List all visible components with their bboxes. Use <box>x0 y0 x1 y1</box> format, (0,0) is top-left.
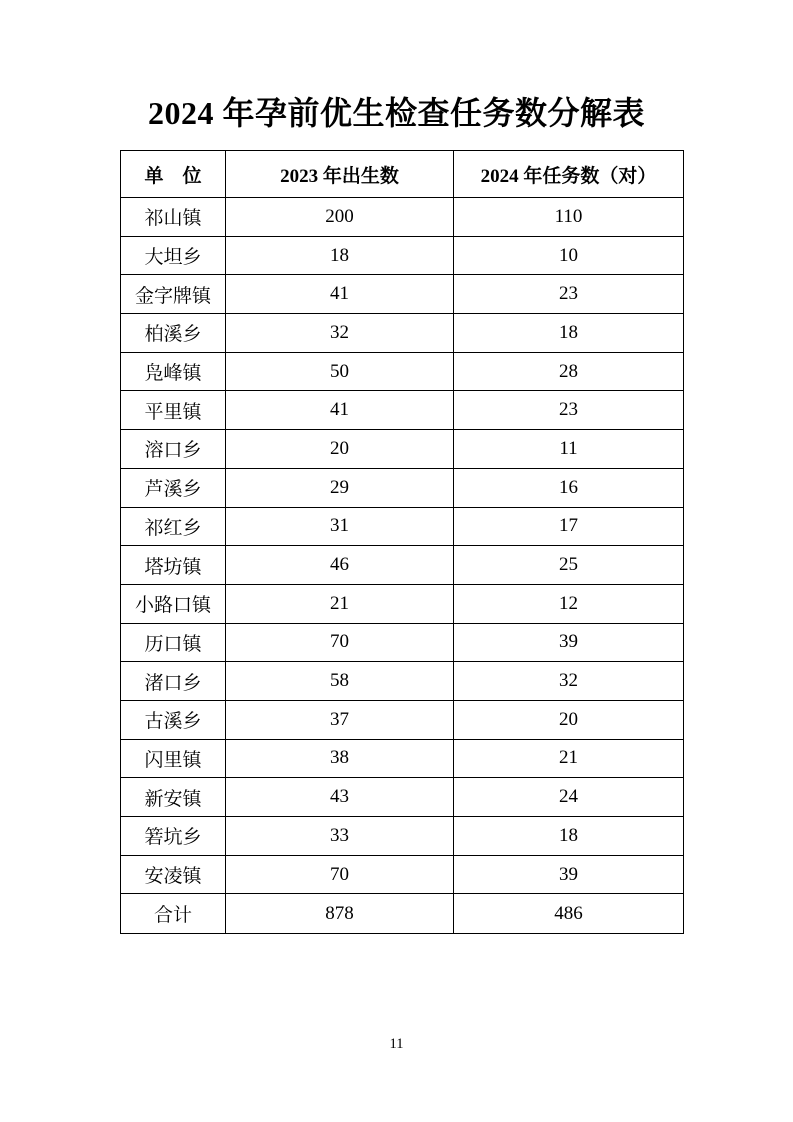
header-tasks-2024: 2024 年任务数（对） <box>454 151 684 198</box>
unit-cell: 古溪乡 <box>121 700 226 739</box>
births-cell: 38 <box>226 739 454 778</box>
births-cell: 41 <box>226 275 454 314</box>
unit-cell: 闪里镇 <box>121 739 226 778</box>
births-cell: 37 <box>226 700 454 739</box>
table-row <box>121 817 684 856</box>
tasks-cell: 10 <box>454 236 684 275</box>
tasks-cell: 110 <box>454 198 684 237</box>
tasks-cell: 18 <box>454 817 684 856</box>
births-cell: 21 <box>226 584 454 623</box>
unit-cell: 凫峰镇 <box>121 352 226 391</box>
tasks-cell: 16 <box>454 468 684 507</box>
unit-cell: 芦溪乡 <box>121 468 226 507</box>
table-header-row <box>121 151 684 198</box>
unit-cell: 历口镇 <box>121 623 226 662</box>
table-row <box>121 894 684 934</box>
unit-cell: 箬坑乡 <box>121 817 226 856</box>
births-cell: 43 <box>226 778 454 817</box>
unit-cell: 渚口乡 <box>121 662 226 701</box>
unit-cell: 塔坊镇 <box>121 546 226 585</box>
tasks-cell: 25 <box>454 546 684 585</box>
table-row <box>121 236 684 275</box>
tasks-cell: 32 <box>454 662 684 701</box>
unit-cell: 平里镇 <box>121 391 226 430</box>
births-cell: 58 <box>226 662 454 701</box>
table-row <box>121 700 684 739</box>
table-row <box>121 391 684 430</box>
page-number: 11 <box>389 1036 404 1052</box>
tasks-cell: 12 <box>454 584 684 623</box>
births-cell: 70 <box>226 623 454 662</box>
header-unit: 单 位 <box>121 151 226 198</box>
header-births-2023: 2023 年出生数 <box>226 151 454 198</box>
births-cell: 33 <box>226 817 454 856</box>
table-row <box>121 468 684 507</box>
births-cell: 20 <box>226 430 454 469</box>
births-cell: 200 <box>226 198 454 237</box>
births-cell: 41 <box>226 391 454 430</box>
table-row <box>121 662 684 701</box>
tasks-cell: 39 <box>454 623 684 662</box>
table-body <box>121 198 684 934</box>
tasks-cell: 18 <box>454 314 684 353</box>
unit-cell: 新安镇 <box>121 778 226 817</box>
births-cell: 32 <box>226 314 454 353</box>
births-cell: 46 <box>226 546 454 585</box>
unit-cell: 溶口乡 <box>121 430 226 469</box>
births-cell: 878 <box>226 894 454 934</box>
table-row <box>121 275 684 314</box>
tasks-cell: 39 <box>454 855 684 894</box>
table-row <box>121 198 684 237</box>
births-cell: 29 <box>226 468 454 507</box>
births-cell: 70 <box>226 855 454 894</box>
births-cell: 18 <box>226 236 454 275</box>
table-row <box>121 739 684 778</box>
tasks-cell: 28 <box>454 352 684 391</box>
unit-cell: 祁山镇 <box>121 198 226 237</box>
births-cell: 31 <box>226 507 454 546</box>
unit-cell: 大坦乡 <box>121 236 226 275</box>
tasks-cell: 20 <box>454 700 684 739</box>
table-row <box>121 546 684 585</box>
task-table <box>120 150 684 934</box>
table-row <box>121 778 684 817</box>
unit-cell: 小路口镇 <box>121 584 226 623</box>
tasks-cell: 23 <box>454 391 684 430</box>
tasks-cell: 23 <box>454 275 684 314</box>
table-row <box>121 314 684 353</box>
table-row <box>121 430 684 469</box>
tasks-cell: 11 <box>454 430 684 469</box>
tasks-cell: 24 <box>454 778 684 817</box>
unit-cell: 祁红乡 <box>121 507 226 546</box>
table-row <box>121 352 684 391</box>
table-row <box>121 507 684 546</box>
table-row <box>121 584 684 623</box>
table-row <box>121 855 684 894</box>
table-row <box>121 623 684 662</box>
tasks-cell: 21 <box>454 739 684 778</box>
unit-cell: 柏溪乡 <box>121 314 226 353</box>
tasks-cell: 17 <box>454 507 684 546</box>
unit-cell: 安凌镇 <box>121 855 226 894</box>
tasks-cell: 486 <box>454 894 684 934</box>
page-title: 2024 年孕前优生检查任务数分解表 <box>147 95 645 131</box>
births-cell: 50 <box>226 352 454 391</box>
unit-cell: 合计 <box>121 894 226 934</box>
unit-cell: 金字牌镇 <box>121 275 226 314</box>
